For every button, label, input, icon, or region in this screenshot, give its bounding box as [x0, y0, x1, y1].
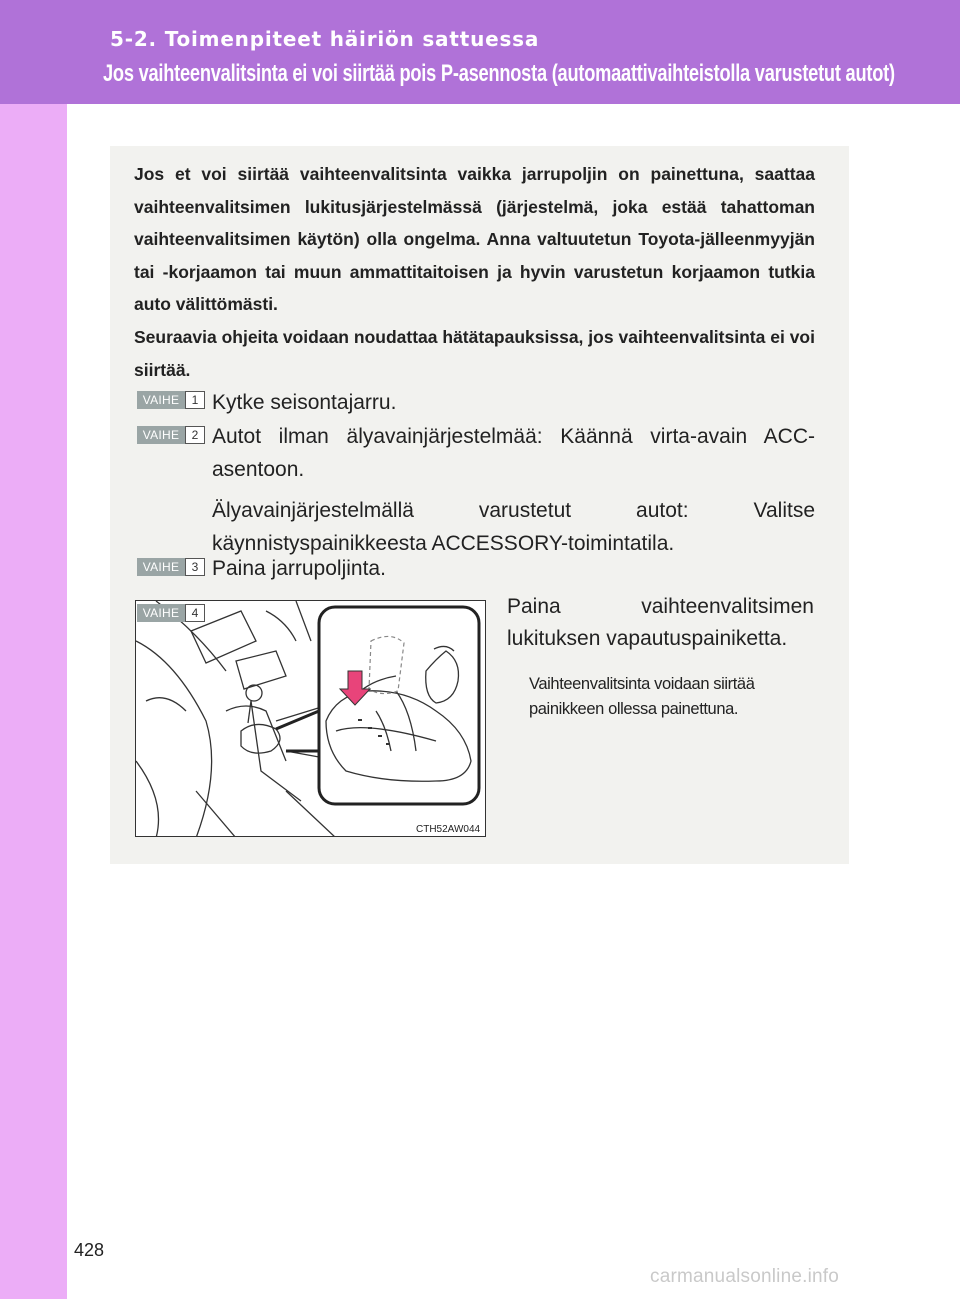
- step-2-badge: [137, 426, 205, 444]
- watermark: carmanualsonline.info: [650, 1266, 840, 1287]
- step-4-instruction: Paina vaihteenvalitsimen lukituksen vapautuspainiketta.: [507, 595, 814, 650]
- step-4-badge: [137, 604, 205, 622]
- step-badge-number: 2: [185, 426, 205, 444]
- step-1-instruction: Kytke seisontajarru.: [212, 391, 397, 414]
- page-number: 428: [74, 1240, 105, 1260]
- step-badge-label: VAIHE: [137, 426, 185, 444]
- side-margin-bar: [0, 104, 67, 1299]
- step-2-instruction-alt: Älyavainjärjestelmällä varustetut autot: Valitse käynnistyspainikkeesta ACCESSORY-toimintatila.: [212, 499, 815, 555]
- step-badge-number: 4: [185, 604, 205, 622]
- step-badge-label: VAIHE: [137, 558, 185, 576]
- step-badge-label: VAIHE: [137, 391, 185, 409]
- shift-lever-illustration: [135, 600, 486, 837]
- step-2-text: [212, 420, 815, 560]
- step-4-text: [507, 591, 814, 655]
- figure-code: CTH52AW044: [416, 824, 481, 835]
- step-3-instruction: Paina jarrupoljinta.: [212, 557, 386, 580]
- step-2-instruction: Autot ilman älyavainjärjestelmää: Käännä virta-avain ACC-asentoon.: [212, 425, 815, 481]
- step-badge-label: VAIHE: [137, 604, 185, 622]
- page-title: Jos vaihteenvalitsinta ei voi siirtää pois P-asennosta (automaattivaihteistolla varustetut autot): [103, 60, 895, 87]
- section-title: 5-2. Toimenpiteet häiriön sattuessa: [110, 27, 540, 51]
- step-1-text: [212, 386, 815, 419]
- step-1-badge: [137, 391, 205, 409]
- step-3-text: [212, 552, 815, 585]
- intro-text: [134, 158, 815, 386]
- step-4-note: Vaihteenvalitsinta voidaan siirtää painikkeen ollessa painettuna.: [529, 675, 755, 718]
- step-badge-number: 3: [185, 558, 205, 576]
- page-header: [0, 0, 960, 104]
- intro-paragraph-1: Jos et voi siirtää vaihteenvalitsinta vaikka jarrupoljin on painettuna, saattaa vaihteenvalitsimen lukitusjärjestelmässä (järjestelmä, joka estää tahattoman vaihteenvalitsimen käytön) olla ongelma. Anna valtuutetun Toyota-jälleenmyyjän tai -korjaamon tai muun ammattitaitoisen ja hyvin varustetun korjaamon tutkia auto välittömästi.: [134, 164, 815, 315]
- step-badge-number: 1: [185, 391, 205, 409]
- shift-lever-drawing: [136, 601, 486, 837]
- step-3-badge: [137, 558, 205, 576]
- intro-paragraph-2: Seuraavia ohjeita voidaan noudattaa hätätapauksissa, jos vaihteenvalitsinta ei voi siirtää.: [134, 326, 815, 380]
